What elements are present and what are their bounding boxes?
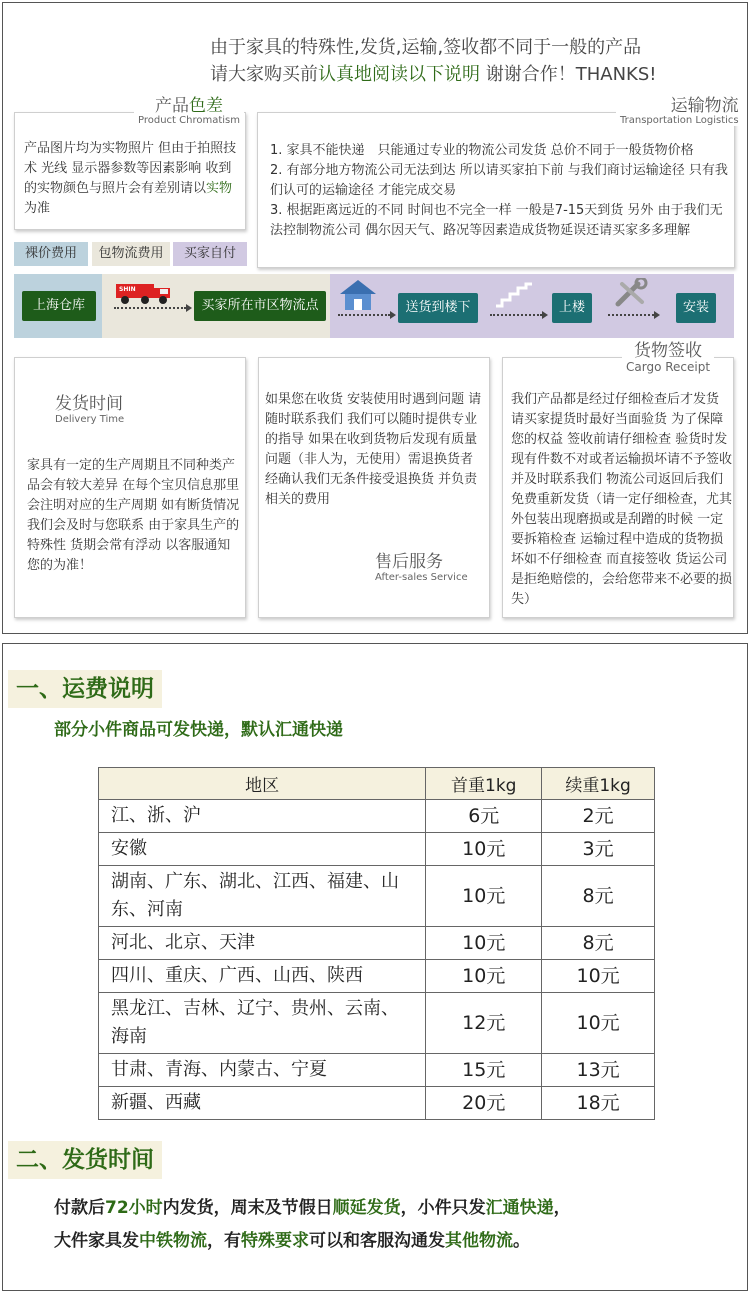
shipping-table <box>98 767 655 1120</box>
table-row: 甘肃、青海、内蒙古、宁夏 15元 13元 <box>99 1054 655 1087</box>
intro-line-2 <box>210 61 656 88</box>
table-header-row <box>99 768 655 800</box>
fee-tag-logistics: 包物流费用 <box>92 242 170 266</box>
receipt-box <box>502 357 734 618</box>
intro-line-2-post: 谢谢合作！THANKS! <box>480 64 657 85</box>
fee-tag-self-pay: 买家自付 <box>173 242 247 266</box>
ship-time-line-1: 付款后72小时内发货，周末及节假日顺延发货，小件只发汇通快递， <box>54 1198 571 1218</box>
shipping-subheading: 部分小件商品可发快递，默认汇通快递 <box>54 720 343 740</box>
flow-step-city-hub: 买家所在市区物流点 <box>194 291 326 321</box>
stairs-icon <box>494 282 534 312</box>
flow-step-warehouse: 上海仓库 <box>22 291 96 321</box>
flow-arrow-3 <box>542 311 548 319</box>
ship-time-text <box>54 1192 571 1258</box>
flow-arrow-4 <box>654 311 660 319</box>
truck-icon <box>115 280 175 310</box>
delivery-box <box>14 357 246 618</box>
truck-label: SHIN <box>119 286 136 293</box>
intro-text <box>210 34 656 88</box>
transport-title: 运输物流 Transportation Logistics <box>616 98 743 126</box>
receipt-text: 我们产品都是经过仔细检查后才发货 请买家提货时最好当面验货 为了保障您的权益 签收前请仔细检查 验货时发现有件数不对或者运输损坏请不予签收并及时联系我们 物流公司返回后我们免费重新发货（请一定仔细检查，尤其外包装出现磨损或是刮蹭的时候 一定要拆箱检查 运输过程中造成的货物损坏如不仔细检查 而直接签收 货运公司是拒绝赔偿的，会给您带来不必要的损失） <box>511 392 733 607</box>
transport-text: 1. 家具不能快递 只能通过专业的物流公司发货 总价不同于一般货物价格 2. 有部分地方物流公司无法到达 所以请买家拍下前 与我们商讨运输途径 只有我们认可的运输途径 才能完成交易 3. 根据距离远近的不同 时间也不完全一样 一般是7-15天到货 另外 由于我们无法控制物流公司 偶尔因天气、路况等因素造成货物延误还请买家多多理解 <box>270 143 728 238</box>
flow-step-install: 安装 <box>676 293 716 323</box>
flow-arrow-1 <box>186 304 192 312</box>
intro-highlight: 认真地阅读以下说明 <box>318 64 480 85</box>
receipt-title: 货物签收 Cargo Receipt <box>622 343 714 373</box>
ship-time-line-2: 大件家具发中铁物流，有特殊要求可以和客服沟通发其他物流。 <box>54 1231 530 1251</box>
after-sales-box <box>258 357 490 618</box>
table-row: 江、浙、沪 6元 2元 <box>99 800 655 833</box>
transport-box <box>257 112 735 268</box>
flow-arrow-2 <box>390 311 396 319</box>
chromatism-box <box>14 112 246 230</box>
delivery-title: 发货时间 Delivery Time <box>55 394 125 425</box>
chromatism-text: 产品图片均为实物照片 但由于拍照技术 光线 显示器参数等因素影响 收到的实物颜色与照片会有差别请以实物为准 <box>24 141 237 216</box>
shipping-heading: 一、运费说明 <box>8 670 162 708</box>
tools-icon <box>612 278 652 312</box>
ship-time-heading: 二、发货时间 <box>8 1141 162 1179</box>
table-row: 河北、北京、天津 10元 8元 <box>99 927 655 960</box>
fee-tag-bare: 裸价费用 <box>14 242 88 266</box>
header-region: 地区 <box>99 768 426 800</box>
table-row: 四川、重庆、广西、山西、陕西 10元 10元 <box>99 960 655 993</box>
house-icon <box>336 278 380 318</box>
after-sales-text: 如果您在收货 安装使用时遇到问题 请随时联系我们 我们可以随时提供专业的指导 如果在收到货物后发现有质量问题（非人为，无使用）需退换货者 经确认我们无条件接受退换货 并负责相关的费用 <box>265 392 482 507</box>
header-extra-kg: 续重1kg <box>542 768 655 800</box>
delivery-flow <box>14 274 734 338</box>
header-first-kg: 首重1kg <box>426 768 542 800</box>
chromatism-title: 产品色差 Product Chromatism <box>134 98 244 126</box>
table-row: 新疆、西藏 20元 18元 <box>99 1087 655 1120</box>
table-row: 湖南、广东、湖北、江西、福建、山东、河南 10元 8元 <box>99 866 655 927</box>
table-row: 黑龙江、吉林、辽宁、贵州、云南、海南 12元 10元 <box>99 993 655 1054</box>
after-sales-title: 售后服务 After-sales Service <box>375 552 468 583</box>
flow-step-downstairs: 送货到楼下 <box>398 293 478 323</box>
intro-line-1: 由于家具的特殊性,发货,运输,签收都不同于一般的产品 <box>210 37 642 58</box>
delivery-text: 家具有一定的生产周期且不同种类产品会有较大差异 在每个宝贝信息那里会注明对应的生产周期 如有断货情况我们会及时与您联系 由于家具生产的特殊性 货期会常有浮动 以客服通知您的为准！ <box>27 458 240 573</box>
table-row: 安徽 10元 3元 <box>99 833 655 866</box>
flow-step-upstairs: 上楼 <box>552 293 592 323</box>
intro-line-2-pre: 请大家购买前 <box>210 64 318 85</box>
